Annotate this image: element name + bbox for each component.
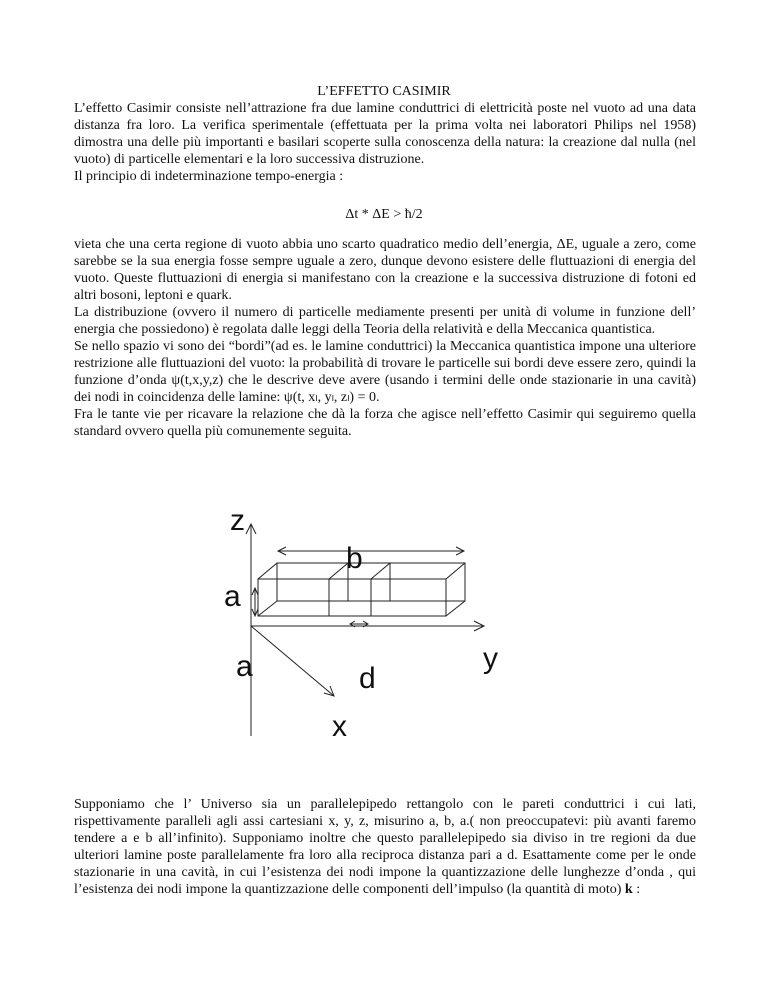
body-section bbox=[74, 236, 696, 440]
after-section bbox=[74, 796, 696, 898]
uncertainty-formula: Δt * ΔE > ħ/2 bbox=[345, 207, 423, 222]
x-axis bbox=[251, 626, 334, 696]
box-edge bbox=[446, 601, 465, 616]
principle-line: Il principio di indeterminazione tempo-energia : bbox=[74, 169, 344, 184]
label-x: x bbox=[332, 710, 347, 743]
label-y: y bbox=[483, 642, 498, 675]
box-edge bbox=[258, 563, 277, 579]
body-paragraph-3: Se nello spazio vi sono dei “bordi”(ad es. le lamine conduttrici) la Meccanica quantistica impone una ulteriore restrizione alle fluttuazioni del vuoto: la probabilità di trovare le particelle sui bordi deve essere zero, quindi la funzione d’onda ψ(t,x,y,z) che le descrive deve avere (usando i termini delle onde stazionarie in una cavità) dei nodi in coincidenza delle lamine: ψ(t, xₗ, yₗ, zₗ) = 0. bbox=[74, 339, 696, 405]
impulse-symbol: k bbox=[624, 882, 633, 897]
label-b: b bbox=[346, 542, 363, 575]
casimir-box-diagram bbox=[74, 438, 696, 750]
label-z: z bbox=[230, 504, 245, 537]
label-a-vertical: a bbox=[224, 580, 241, 613]
body-paragraph-4: Fra le tante vie per ricavare la relazione che dà la forza che agisce nell’effetto Casimir qui seguiremo quella standard ovvero quella più comunemente seguita. bbox=[74, 407, 696, 439]
after-paragraph-tail: : bbox=[632, 882, 641, 897]
box-front-face bbox=[258, 579, 446, 616]
after-paragraph-text: Supponiamo che l’ Universo sia un parallelepipedo rettangolo con le pareti conduttrici i cui lati, rispettivamente paralleli agli assi cartesiani x, y, z, misurino a, b, a.( non preoccupatevi: più avanti faremo tendere a e b all’infinito). Supponiamo inoltre che questo parallelepipedo sia diviso in tre regioni da due ulteriori lamine poste parallelamente fra loro alla reciproca distanza pari a d. Esattamente come per le onde stazionarie in una cavità, in cui l’esistenza dei nodi impone la quantizzazione delle lunghezze d’onda , qui l’esistenza dei nodi impone la quantizzazione delle componenti dell’impulso (la quantità di moto) bbox=[74, 797, 696, 897]
plate-2-top bbox=[371, 563, 390, 579]
body-paragraph-2: La distribuzione (ovvero il numero di particelle mediamente presenti per unità di volume in funzione dell’ energia che possiedono) è regolata dalle leggi della Teoria della relatività e della Meccanica quantistica. bbox=[74, 305, 696, 337]
page-title: L’EFFETTO CASIMIR bbox=[317, 84, 451, 99]
box-edge bbox=[258, 601, 277, 616]
label-d: d bbox=[359, 662, 376, 695]
box-edge bbox=[446, 563, 465, 579]
after-paragraph bbox=[74, 796, 696, 898]
body-paragraph-1: vieta che una certa regione di vuoto abbia uno scarto quadratico medio dell’energia, ΔE, uguale a zero, come sarebbe se la sua energia fosse sempre uguale a zero, dunque devono esistere delle fluttuazioni di energia del vuoto. Queste fluttuazioni di energia si manifestano con la creazione e la successiva distruzione di fotoni ed altri bosoni, leptoni e quark. bbox=[74, 237, 696, 303]
intro-paragraph: L’effetto Casimir consiste nell’attrazione fra due lamine conduttrici di elettricità poste nel vuoto ad una data distanza fra loro. La verifica sperimentale (effettuata per la prima volta nei laboratori Philips nel 1958) dimostra una delle più importanti e basilari scoperte sulla conoscenza della natura: la creazione dal nulla (nel vuoto) di particelle elementari e la loro successiva distruzione. bbox=[74, 101, 696, 167]
intro-section bbox=[74, 100, 696, 185]
label-a-depth: a bbox=[236, 650, 253, 683]
